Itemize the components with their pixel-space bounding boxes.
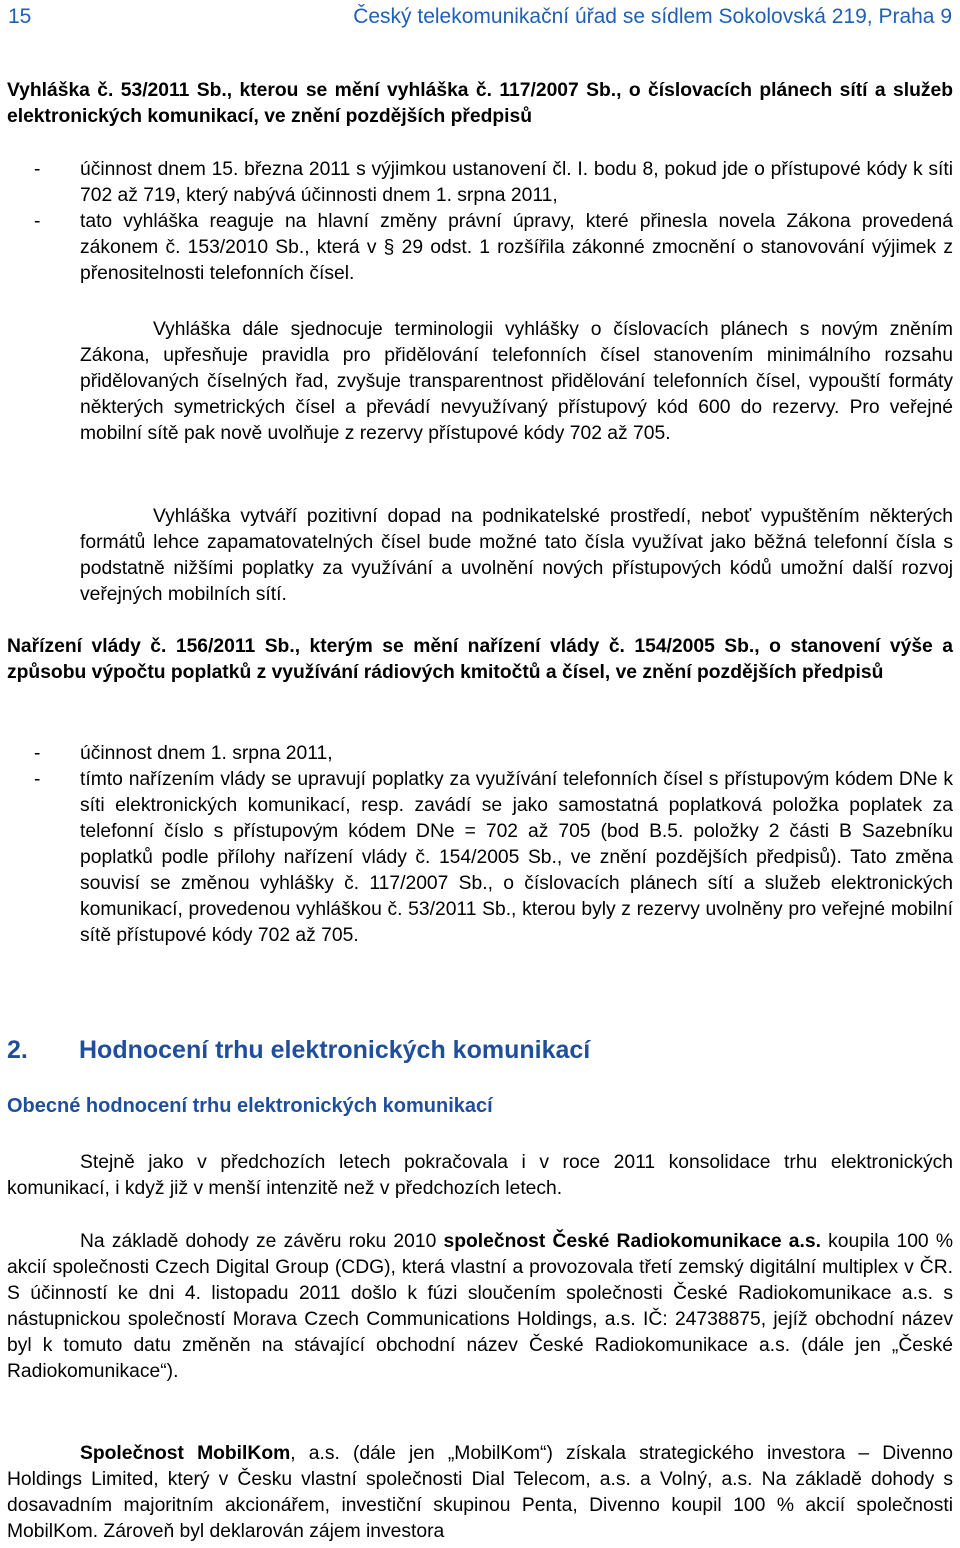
list-item xyxy=(0,157,953,209)
page-number: 15 xyxy=(8,5,32,28)
list-item-text: účinnost dnem 1. srpna 2011, xyxy=(80,743,333,764)
bullet-marker: - xyxy=(34,211,41,232)
decree-bullets xyxy=(0,157,953,287)
page-header xyxy=(8,2,952,32)
decree-paragraph-1: Vyhláška dále sjednocuje terminologii vyhlášky o číslovacích plánech s novým zněním Zákona, upřesňuje pravidla pro přidělování telefonních čísel stanovením minimálního rozsahu přidělovaných číselných řad, zvyšuje transparentnost přidělování telefonních čísel, vypouští formáty některých symetrických čísel a převádí nevyužívaný přístupový kód 600 do rezervy. Pro veřejné mobilní sítě pak nově uvolňuje z rezervy přístupové kódy 702 až 705. xyxy=(80,319,953,444)
decree-paragraph-2: Vyhláška vytváří pozitivní dopad na podnikatelské prostředí, neboť vypuštěním některých formátů lehce zapamatovatelných čísel bude možné tato čísla využívat jako běžná telefonní čísla s podstatně nižšími poplatky za využívání a uvolnění nových přístupových kódů umožní další rozvoj veřejných mobilních sítí. xyxy=(80,506,953,605)
bullet-marker: - xyxy=(34,743,41,764)
company-name: společnost České Radiokomunikace a.s. xyxy=(443,1231,821,1252)
bullet-marker: - xyxy=(34,769,41,790)
market-paragraph-3 xyxy=(7,1441,953,1545)
company-name: Společnost MobilKom xyxy=(80,1443,291,1464)
header-title: Český telekomunikační úřad se sídlem Sokolovská 219, Praha 9 xyxy=(353,5,952,28)
bullet-marker: - xyxy=(34,159,41,180)
list-item-text: tímto nařízením vlády se upravují poplatky za využívání telefonních čísel s přístupovým kódem DNe k síti elektronických komunikací, resp. zavádí se jako samostatná poplatková položka poplatek za telefonní číslo s přístupovým kódem DNe = 702 až 705 (bod B.5. položky 2 části B Sazebníku poplatků podle přílohy nařízení vlády č. 154/2005 Sb., ve znění pozdějších předpisů). Tato změna souvisí se změnou vyhlášky č. 117/2007 Sb., o číslovacích plánech sítí a služeb elektronických komunikací, provedenou vyhláškou č. 53/2011 Sb., kterou byly z rezervy uvolněny pro veřejné mobilní sítě přístupové kódy 702 až 705. xyxy=(80,769,953,946)
regulation-bullets xyxy=(0,741,953,949)
subsection-heading: Obecné hodnocení trhu elektronických komunikací xyxy=(7,1095,493,1117)
list-item xyxy=(0,741,953,767)
market-paragraph-1: Stejně jako v předchozích letech pokračovala i v roce 2011 konsolidace trhu elektronických komunikací, i když již v menší intenzitě než v předchozích letech. xyxy=(7,1152,953,1199)
list-item xyxy=(0,767,953,949)
list-item-text: tato vyhláška reaguje na hlavní změny právní úpravy, které přinesla novela Zákona provedená zákonem č. 153/2010 Sb., která v § 29 odst. 1 rozšířila zákonné zmocnění o stanovování výjimek z přenositelnosti telefonních čísel. xyxy=(80,211,953,284)
chapter-title: Hodnocení trhu elektronických komunikací xyxy=(79,1036,591,1064)
regulation-heading: Nařízení vlády č. 156/2011 Sb., kterým se mění nařízení vlády č. 154/2005 Sb., o stanovení výše a způsobu výpočtu poplatků z využívání rádiových kmitočtů a čísel, ve znění pozdějších předpisů xyxy=(7,636,953,683)
para-text: , a.s. (dále jen „MobilKom“) získala strategického investora – Divenno Holdings Limited, který v Česku vlastní společnosti Dial Telecom, a.s. a Volný, a.s. Na základě dohody s dosavadním majoritním akcionářem, investiční skupinou Penta, Divenno koupil 100 % akcií společnosti MobilKom. Zároveň byl deklarován zájem investora xyxy=(7,1443,953,1542)
chapter-number: 2. xyxy=(7,1036,28,1064)
market-paragraph-2 xyxy=(7,1229,953,1385)
list-item-text: účinnost dnem 15. března 2011 s výjimkou ustanovení čl. I. bodu 8, pokud jde o přístupové kódy k síti 702 až 719, který nabývá účinnosti dnem 1. srpna 2011, xyxy=(80,159,953,206)
para-text: Na základě dohody ze závěru roku 2010 xyxy=(80,1231,444,1252)
chapter-heading xyxy=(7,1036,590,1065)
list-item xyxy=(0,209,953,287)
para-text: koupila 100 % akcií společnosti Czech Digital Group (CDG), která vlastní a provozovala třetí zemský digitální multiplex v ČR. S účinností ke dni 4. listopadu 2011 došlo k fúzi sloučením společnosti České Radiokomunikace a.s. s nástupnickou společností Morava Czech Communications Holdings, a.s. IČ: 24738875, jejíž obchodní název byl k tomuto datu změněn na stávající obchodní název České Radiokomunikace a.s. (dále jen „České Radiokomunikace“). xyxy=(7,1231,953,1382)
decree-heading: Vyhláška č. 53/2011 Sb., kterou se mění vyhláška č. 117/2007 Sb., o číslovacích plánech sítí a služeb elektronických komunikací, ve znění pozdějších předpisů xyxy=(7,80,953,127)
